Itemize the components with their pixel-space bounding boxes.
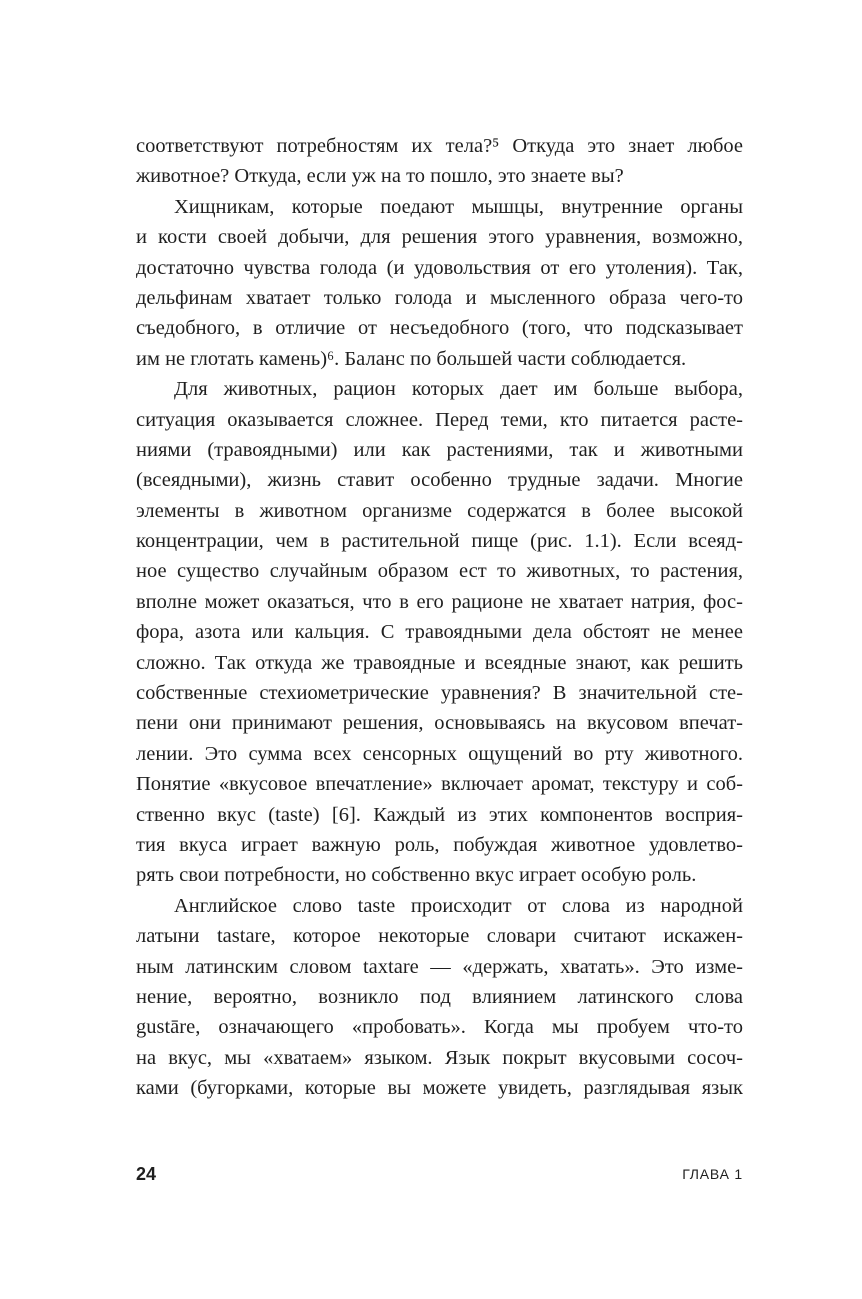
text-line: латыни tastare, которое некоторые словари считают искажен- (136, 925, 743, 948)
text-line: дельфинам хватает только голода и мысленного образа чего-то (136, 286, 743, 309)
text-line: лении. Это сумма всех сенсорных ощущений во рту животного. (136, 742, 743, 765)
text-line: пени они принимают решения, основываясь на вкусовом впечат- (136, 712, 743, 735)
text-line: концентрации, чем в растительной пище (рис. 1.1). Если всеяд- (136, 530, 743, 553)
text-line: ками (бугорками, которые вы можете увидеть, разглядывая язык (136, 1077, 743, 1100)
text-line: им не глотать камень)⁶. Баланс по большей части соблюдается. (136, 347, 687, 370)
text-line: достаточно чувства голода (и удовольствия от его утоления). Так, (136, 256, 743, 279)
text-line: Для животных, рацион которых дает им больше выбора, (174, 378, 743, 401)
text-line: (всеядными), жизнь ставит особенно трудные задачи. Многие (136, 469, 743, 492)
page-footer (136, 1162, 743, 1186)
page-number: 24 (136, 1164, 157, 1184)
text-line: ниями (травоядными) или как растениями, так и животными (136, 438, 743, 461)
paragraph-3 (136, 374, 743, 891)
text-line: фора, азота или кальция. С травоядными дела обстоят не менее (136, 621, 743, 644)
chapter-label: ГЛАВА 1 (682, 1166, 743, 1182)
text-line: ное существо случайным образом ест то животных, то растения, (136, 560, 743, 583)
text-line: и кости своей добычи, для решения этого уравнения, возможно, (136, 226, 743, 249)
paragraph-2 (136, 192, 743, 374)
text-line: элементы в животном организме содержатся в более высокой (136, 499, 743, 522)
text-line: ситуация оказывается сложнее. Перед теми, кто питается расте- (136, 408, 743, 431)
body-text (136, 131, 743, 1104)
text-line: на вкус, мы «хватаем» языком. Язык покрыт вкусовыми сосоч- (136, 1046, 743, 1069)
text-line: рять свои потребности, но собственно вкус играет особую роль. (136, 864, 697, 887)
text-line: животное? Откуда, если уж на то пошло, это знаете вы? (136, 165, 624, 188)
text-line: Хищникам, которые поедают мышцы, внутренние органы (174, 195, 743, 218)
text-line: Английское слово taste происходит от слова из народной (174, 894, 743, 917)
text-line: Понятие «вкусовое впечатление» включает аромат, текстуру и соб- (136, 773, 743, 796)
text-line: соответствуют потребностям их тела?⁵ Откуда это знает любое (136, 135, 743, 157)
text-line: тия вкуса играет важную роль, побуждая животное удовлетво- (136, 833, 743, 856)
text-line: собственные стехиометрические уравнения? В значительной сте- (136, 682, 743, 705)
text-line: ным латинским словом taxtare — «держать, хватать». Это изме- (136, 955, 743, 978)
text-line: сложно. Так откуда же травоядные и всеядные знают, как решить (136, 651, 743, 674)
paragraph-1 (136, 131, 743, 192)
paragraph-4 (136, 891, 743, 1104)
text-line: gustāre, означающего «пробовать». Когда мы пробуем что-то (136, 1016, 743, 1039)
text-line: нение, вероятно, возникло под влиянием латинского слова (136, 985, 743, 1008)
text-line: съедобного, в отличие от несъедобного (того, что подсказывает (136, 317, 743, 340)
text-line: ственно вкус (taste) [6]. Каждый из этих компонентов восприя- (136, 803, 743, 826)
text-line: вполне может оказаться, что в его рационе не хватает натрия, фос- (136, 590, 743, 613)
